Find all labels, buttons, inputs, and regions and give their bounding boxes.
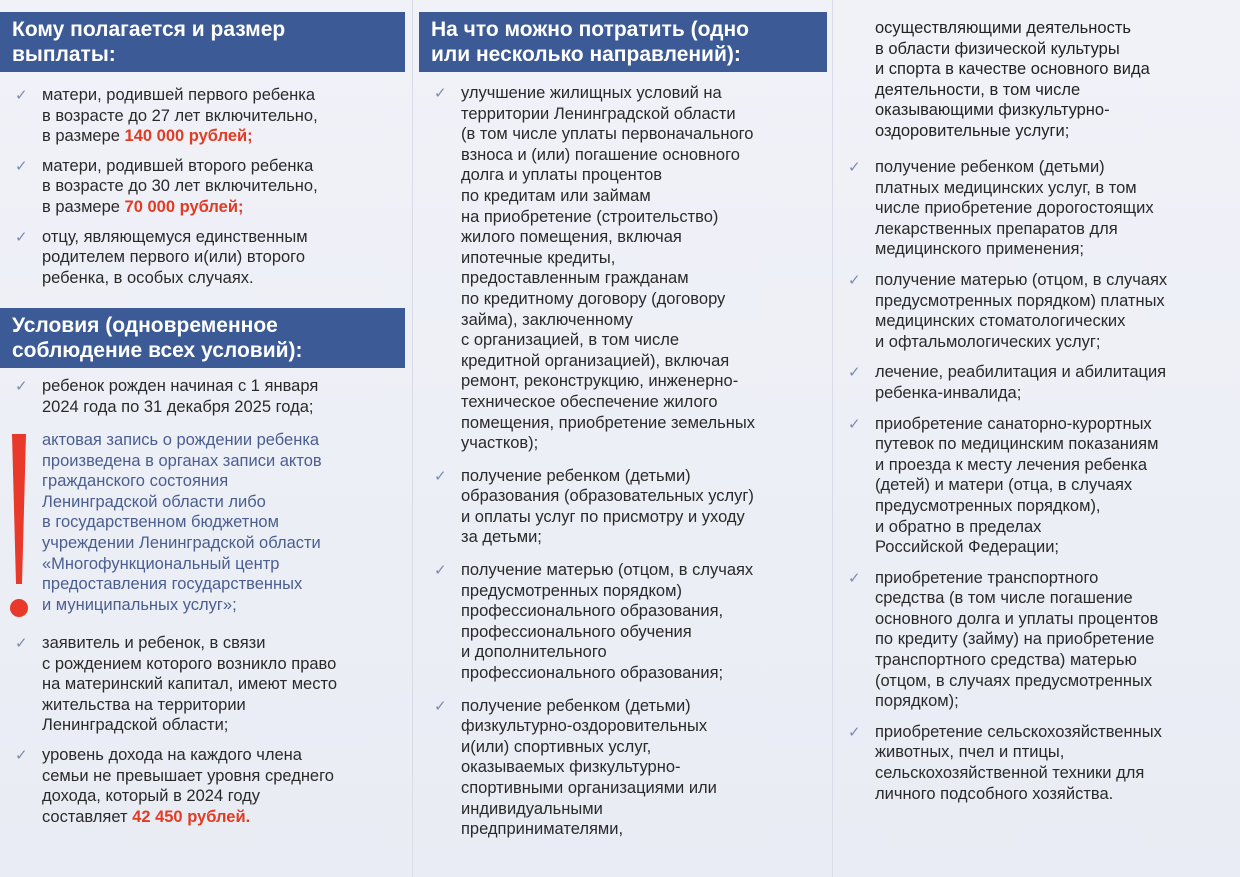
header-line: соблюдение всех условий): [12,339,303,362]
text-line: образования (образовательных услуг) [461,487,754,506]
text-line: оздоровительные услуги; [875,121,1070,140]
text-line: за детьми; [461,528,542,547]
text-line: профессионального образования, [461,602,724,621]
text-line: физкультурно-оздоровительных [461,717,708,736]
text-line: (в том числе уплаты первоначального [461,125,754,144]
text-line: приобретение сельскохозяйственных [875,722,1162,741]
amount-prefix: в размере [42,127,125,146]
list-item [431,560,827,684]
text-line: на приобретение (строительство) [461,207,719,226]
text-line: предоставленным гражданам [461,269,689,288]
list-item [431,696,827,840]
text-line: профессионального образования; [461,664,724,683]
text-line: с рождением которого возникло право [42,654,337,673]
list-item [845,722,1237,804]
text-line: спортивными организациями или [461,779,717,797]
text-line: по кредитам или займам [461,186,651,205]
check-mark-icon: ✓ [848,723,861,741]
text-line [42,197,407,218]
check-mark-icon: ✓ [848,569,861,587]
list-item [845,270,1237,352]
text-line: получение ребенком (детьми) [461,696,691,715]
text-line: техническое обеспечение жилого [461,392,718,411]
check-mark-icon: ✓ [848,364,861,382]
text-line: учреждении Ленинградской области [42,533,321,552]
text-line: с организацией, в том числе [461,331,680,350]
text-line: родителем первого и(или) второго [42,248,306,267]
amount-prefix: составляет [42,807,133,826]
text-line: взноса и (или) погашение основного [461,145,740,164]
check-mark-icon: ✓ [434,562,447,580]
text-line: и дополнительного [461,643,607,662]
text-line: отцу, являющемуся единственным [42,227,308,246]
amount-second-child: 70 000 рублей; [124,197,244,216]
text-line: кредитной организацией), включая [461,351,730,370]
text-line: путевок по медицинским показаниям [875,435,1159,454]
list-item [12,156,407,218]
text-line: «Многофункциональный центр [42,554,280,573]
text-line: матери, родившей первого ребенка [42,86,316,104]
text-line: получение матерью (отцом, в случаях [461,561,754,580]
header-eligibility [0,12,405,72]
text-line: гражданского состояния [42,472,229,491]
text-line: помещения, приобретение земельных [461,413,756,432]
text-line: долга и уплаты процентов [461,166,663,185]
header-spending-options [419,12,827,72]
text-line: заявитель и ребенок, в связи [42,634,266,652]
list-item [845,568,1237,712]
text-line: семьи не превышает уровня среднего [42,766,334,785]
check-mark-icon: ✓ [15,87,28,104]
text-line: территории Ленинградской области [461,104,736,123]
text-line: приобретение транспортного [875,568,1099,587]
text-line: ребенок рожден начиная с 1 января [42,377,319,395]
list-item [431,466,827,548]
text-line: осуществляющими деятельность [875,19,1131,37]
amount-prefix: в размере [42,197,125,216]
check-mark-icon: ✓ [15,228,28,246]
text-line: матери, родившей второго ребенка [42,156,314,175]
text-line: профессионального обучения [461,622,692,641]
list-item [12,745,407,827]
list-item [845,157,1237,260]
text-line: и оплаты услуг по присмотру и уходу [461,507,745,526]
text-line: (детей) и матери (отца, в случаях [875,476,1133,495]
text-line: транспортного средства) матерью [875,651,1137,670]
text-line: в государственном бюджетном [42,513,279,532]
text-line: сельскохозяйственной техники для [875,764,1145,783]
text-line: получение ребенком (детьми) [875,158,1105,176]
text-line: и муниципальных услуг»; [42,595,237,614]
text-line: Ленинградской области; [42,716,229,735]
text-line: и обратно в пределах [875,517,1042,536]
text-line: лекарственных препаратов для [875,219,1118,238]
text-line: участков); [461,434,539,453]
text-line: оказываемых физкультурно- [461,758,681,777]
text-line: личного подсобного хозяйства. [875,784,1114,803]
text-line: предусмотренных порядком) [461,581,682,600]
text-line: платных медицинских услуг, в том [875,178,1137,197]
text-line: и проезда к месту лечения ребенка [875,455,1148,474]
column-3 [832,0,1240,877]
text-line: средства (в том числе погашение [875,589,1133,608]
text-line: получение ребенком (детьми) [461,466,691,485]
check-mark-icon: ✓ [15,157,28,175]
check-mark-icon: ✓ [15,378,28,395]
text-line: на материнский капитал, имеют место [42,675,338,694]
text-line: жительства на территории [42,695,246,714]
check-mark-icon: ✓ [434,85,447,102]
list-item [12,633,407,736]
text-line: предусмотренных порядком), [875,496,1101,515]
text-line: порядком); [875,692,959,711]
text-line: ипотечные кредиты, [461,248,616,267]
text-line: в возрасте до 30 лет включительно, [42,177,318,196]
text-line: предпринимателями, [461,820,624,839]
check-mark-icon: ✓ [434,467,447,485]
continuation-text [875,18,1235,142]
spending-list [431,83,827,840]
text-line: ребенка-инвалида; [875,383,1022,402]
text-line: медицинских стоматологических [875,312,1126,331]
text-line: по кредиту (займу) на приобретение [875,630,1155,649]
check-mark-icon: ✓ [848,415,861,433]
text-line [42,807,407,828]
text-line: числе приобретение дорогостоящих [875,199,1154,218]
text-line: ребенка, в особых случаях. [42,268,254,287]
text-line: приобретение санаторно-курортных [875,414,1152,433]
conditions-list-2 [12,633,407,827]
text-line: актовая запись о рождении ребенка [42,431,320,449]
list-item [12,85,407,147]
text-line: в области физической культуры [875,39,1120,58]
text-line: произведена в органах записи актов [42,451,322,470]
text-line: жилого помещения, включая [461,228,682,247]
text-line: и(или) спортивных услуг, [461,737,652,756]
text-line: 2024 года по 31 декабря 2025 года; [42,397,314,416]
amount-first-child: 140 000 рублей; [124,127,253,146]
conditions-list [12,376,407,417]
civil-registry-note [42,430,407,615]
list-item [12,227,407,289]
text-line: основного долга и уплаты процентов [875,609,1159,628]
check-mark-icon: ✓ [434,697,447,715]
text-line: в возрасте до 27 лет включительно, [42,106,318,125]
text-line: и спорта в качестве основного вида [875,60,1150,79]
list-item [431,83,827,454]
header-line: Условия (одновременное [12,314,278,337]
text-line: дохода, который в 2024 году [42,787,261,806]
header-conditions [0,308,405,368]
text-line: ремонт, реконструкцию, инженерно- [461,372,739,391]
list-item [12,376,407,417]
list-item [845,414,1237,558]
text-line: получение матерью (отцом, в случаях [875,270,1168,289]
text-line: предусмотренных порядком) платных [875,291,1165,310]
text-line: (отцом, в случаях предусмотренных [875,671,1153,690]
income-threshold-amount: 42 450 рублей. [132,807,251,826]
text-line: деятельности, в том числе [875,80,1081,99]
header-line: выплаты: [12,43,116,66]
exclamation-mark-icon [9,434,29,619]
column-1 [0,0,412,877]
text-line: индивидуальными [461,799,603,818]
spending-list-continued [845,157,1237,804]
payment-list [12,85,407,288]
header-line: На что можно потратить (одно [431,18,749,41]
check-mark-icon: ✓ [15,746,28,764]
text-line [42,126,407,147]
text-line: лечение, реабилитация и абилитация [875,363,1167,382]
text-line: и офтальмологических услуг; [875,332,1101,351]
text-line: займа), заключенному [461,310,633,329]
list-item [845,362,1237,403]
text-line: Российской Федерации; [875,538,1060,557]
text-line: животных, пчел и птицы, [875,743,1065,762]
text-line: уровень дохода на каждого члена [42,745,302,764]
check-mark-icon: ✓ [15,635,28,652]
check-mark-icon: ✓ [848,159,861,176]
header-line: Кому полагается и размер [12,18,286,41]
text-line: улучшение жилищных условий на [461,84,722,102]
header-line: или несколько направлений): [431,43,741,66]
column-2 [412,0,832,877]
text-line: оказывающими физкультурно- [875,101,1110,120]
text-line: медицинского применения; [875,240,1085,259]
text-line: Ленинградской области либо [42,492,266,511]
text-line: предоставления государственных [42,575,303,594]
text-line: по кредитному договору (договору [461,289,726,308]
check-mark-icon: ✓ [848,271,861,289]
